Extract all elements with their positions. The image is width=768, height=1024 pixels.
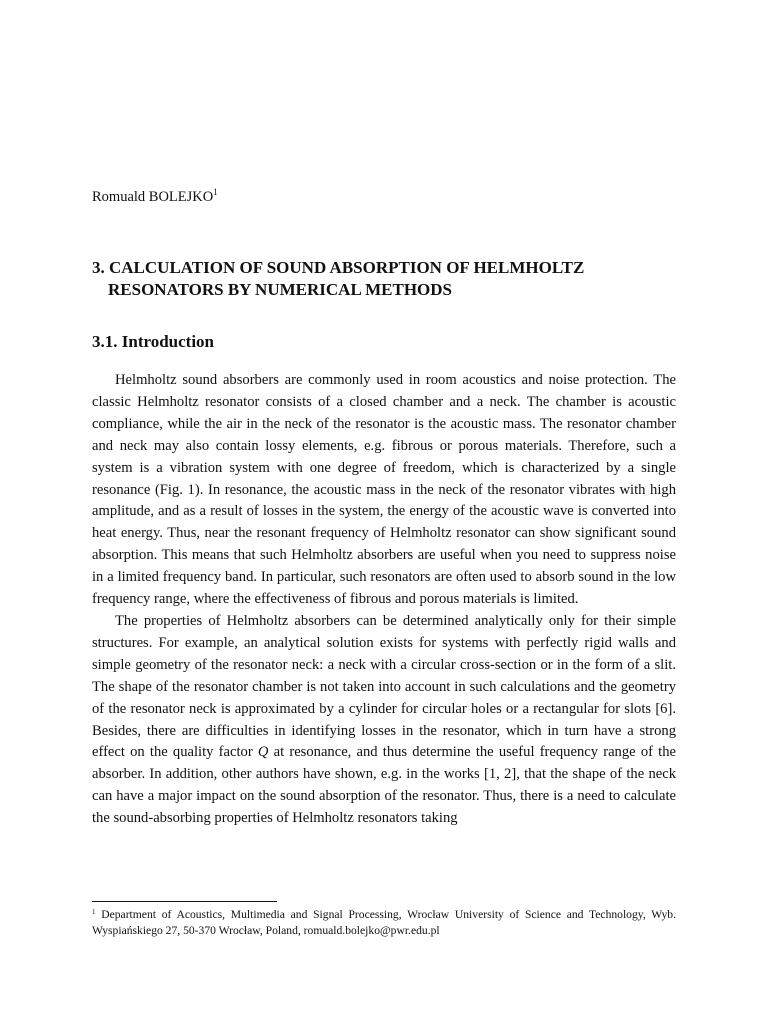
author-name: Romuald BOLEJKO [92, 189, 214, 205]
chapter-title [92, 257, 692, 301]
footnote-marker: 1 [92, 908, 96, 916]
paragraph-2-text-end: at resonance, and thus determine the useful frequency range of the absorber. In addition, other authors have shown, e.g. in the works [1, 2], that the shape of the neck can have a major impact on the sound absorption of the resonator. Thus, there is a need to calculate the sound-absorbing properties of Helmholtz resonators taking [92, 744, 676, 827]
footnote-text: Department of Acoustics, Multimedia and Signal Processing, Wrocław University of Science and Technology, Wyb. Wyspiańskiego 27, 50-370 Wrocław, Poland, romuald.bolejko@pwr.edu.pl [92, 908, 676, 937]
body-text [92, 370, 676, 830]
quality-factor-symbol: Q [257, 744, 269, 761]
paragraph-1-text: Helmholtz sound absorbers are commonly used in room acoustics and noise protection. The classic Helmholtz resonator consists of a closed chamber and a neck. The chamber is acoustic compliance, while the air in the neck of the resonator is the acoustic mass. The resonator chamber and neck may also contain lossy elements, e.g. fibrous or porous materials. Therefore, such a system is a vibration system with one degree of freedom, which is characterized by a single resonance (Fig. 1). In resonance, the acoustic mass in the neck of the resonator vibrates with high amplitude, and as a result of losses in the system, the energy of the acoustic wave is converted into heat energy. Thus, near the resonant frequency of Helmholtz resonator can show significant sound absorption. This means that such Helmholtz absorbers are useful when you need to suppress noise in a limited frequency band. In particular, such resonators are often used to absorb sound in the low frequency range, where the effectiveness of fibrous and porous materials is limited. [92, 372, 676, 608]
paragraph-1 [92, 370, 676, 611]
chapter-title-line-1: 3. CALCULATION OF SOUND ABSORPTION OF HELMHOLTZ [92, 258, 585, 277]
chapter-title-line-2: RESONATORS BY NUMERICAL METHODS [108, 280, 452, 299]
footnote-rule [92, 901, 277, 902]
author-line [92, 187, 218, 207]
paragraph-2-text-start: The properties of Helmholtz absorbers can be determined analytically only for their simple structures. For example, an analytical solution exists for systems with perfectly rigid walls and simple geometry of the resonator neck: a neck with a circular cross-section or in the form of a slit. The shape of the resonator chamber is not taken into account in such calculations and the geometry of the resonator neck is approximated by a cylinder for circular holes or a rectangular for slots [6]. Besides, there are difficulties in identifying losses in the resonator, which in turn have a strong effect on the quality factor [92, 612, 676, 761]
footnote [92, 907, 676, 939]
section-heading: 3.1. Introduction [92, 332, 215, 351]
author-footnote-marker: 1 [213, 187, 218, 197]
paragraph-2 [92, 611, 676, 830]
